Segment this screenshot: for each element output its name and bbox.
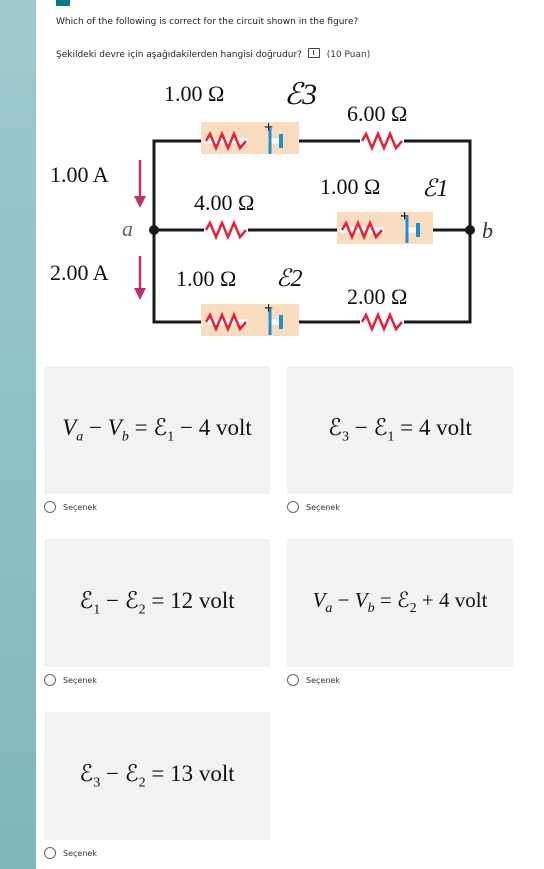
label-emf1: ℰ1 — [422, 176, 449, 202]
plus-sign-emf1: + — [400, 208, 410, 225]
question-points: (10 Puan) — [326, 50, 371, 60]
option-5-label: Seçenek — [63, 848, 97, 858]
label-r-mid-left: 4.00 Ω — [194, 190, 255, 215]
label-emf3: ℰ3 — [284, 78, 318, 111]
question-card — [36, 0, 544, 869]
label-r-bot-left: 1.00 Ω — [176, 266, 237, 291]
option-2-choice[interactable] — [287, 499, 340, 515]
option-3-radio[interactable] — [44, 674, 56, 686]
circuit-figure — [44, 66, 510, 352]
option-4-label: Seçenek — [306, 675, 340, 685]
option-2-radio[interactable] — [287, 501, 299, 513]
option-4-formula: $V_a - V_b$ = ℰ$_2$ + 4 volt — [312, 588, 488, 617]
plus-sign-emf3: + — [264, 119, 274, 136]
option-5-formula: ℰ$_3$ − ℰ$_2$ = 13 volt — [79, 760, 235, 791]
plus-sign-emf2: + — [264, 300, 274, 317]
label-emf2: ℰ2 — [276, 266, 303, 292]
option-3-card[interactable] — [44, 539, 270, 667]
option-2-label: Seçenek — [306, 502, 340, 512]
option-4-choice[interactable] — [287, 672, 340, 688]
option-1-choice[interactable] — [44, 499, 97, 515]
option-1-label: Seçenek — [63, 502, 97, 512]
option-3-formula: ℰ$_1$ − ℰ$_2$ = 12 volt — [79, 587, 235, 618]
option-2-formula: ℰ$_3$ − ℰ$_1$ = 4 volt — [328, 414, 472, 445]
label-node-b: b — [482, 218, 493, 243]
option-5-radio[interactable] — [44, 847, 56, 859]
option-3-label: Seçenek — [63, 675, 97, 685]
label-current-bottom: 2.00 A — [50, 260, 109, 285]
node-b-dot — [465, 225, 475, 235]
option-4-card[interactable] — [287, 539, 513, 667]
label-r-top-right: 6.00 Ω — [347, 101, 408, 126]
question-text-turkish — [56, 48, 370, 60]
option-3-choice[interactable] — [44, 672, 97, 688]
option-1-radio[interactable] — [44, 501, 56, 513]
question-number-badge — [56, 0, 70, 6]
label-r-top-left: 1.00 Ω — [164, 81, 225, 106]
question-text-english: Which of the following is correct for the circuit shown in the figure? — [56, 17, 359, 27]
current-arrow-bottom — [134, 256, 146, 300]
label-r-bot-right: 2.00 Ω — [347, 284, 408, 309]
current-arrow-top — [134, 160, 146, 208]
option-4-radio[interactable] — [287, 674, 299, 686]
circuit-diagram — [44, 66, 510, 352]
question-text-turkish-body: Şekildeki devre için aşağıdakilerden hangisi doğrudur? — [56, 50, 302, 60]
label-node-a: a — [122, 216, 133, 241]
option-2-card[interactable] — [287, 366, 513, 494]
option-1-card[interactable] — [44, 366, 270, 494]
option-5-card[interactable] — [44, 712, 270, 840]
immersive-reader-icon[interactable] — [308, 48, 320, 58]
label-r-mid-right: 1.00 Ω — [320, 174, 381, 199]
node-a-dot — [149, 225, 159, 235]
option-1-formula: $V_a - V_b$ = ℰ$_1$ − 4 volt — [62, 414, 252, 445]
background-left-strip — [0, 0, 36, 869]
option-5-choice[interactable] — [44, 845, 97, 861]
label-current-top: 1.00 A — [50, 162, 109, 187]
